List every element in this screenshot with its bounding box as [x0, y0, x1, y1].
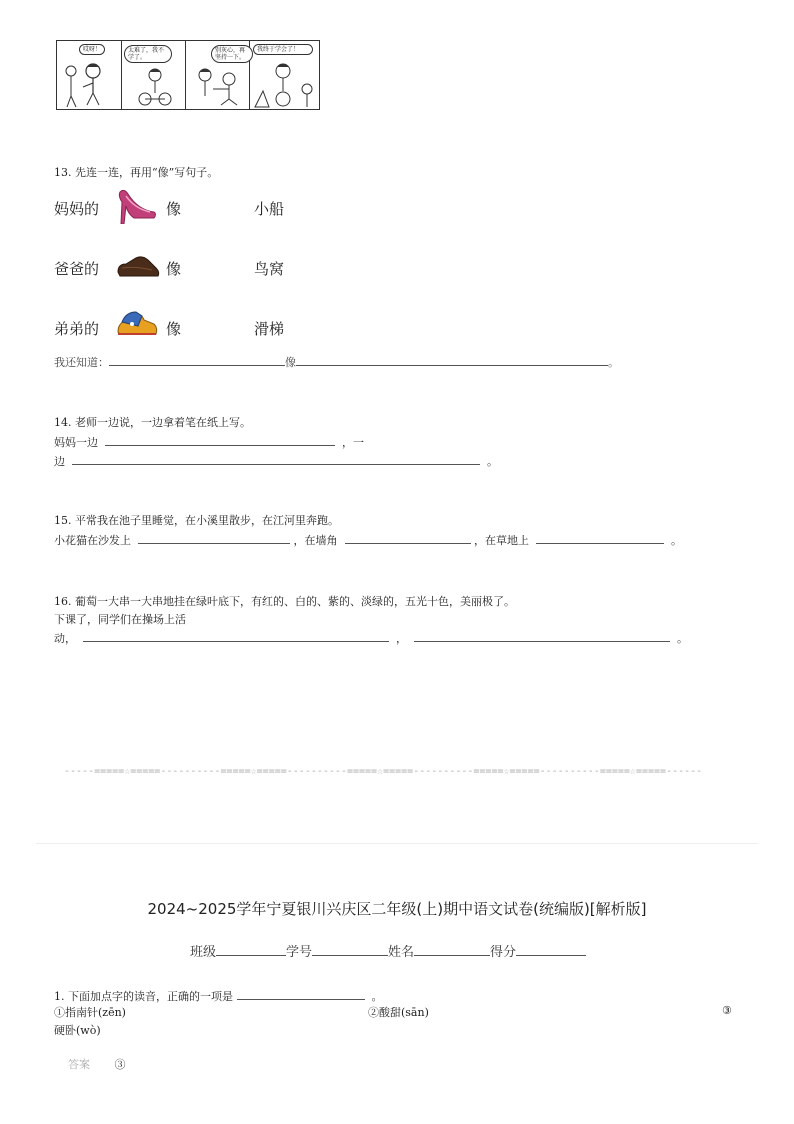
q13-row3-right[interactable]: 滑梯	[254, 320, 285, 338]
q16-line2	[54, 629, 688, 646]
answer-label: 答案	[68, 1058, 90, 1071]
q13-row2-mid: 像	[166, 260, 182, 278]
q15-blank-1[interactable]	[138, 531, 290, 544]
q13-row1-right[interactable]: 小船	[254, 200, 285, 218]
q14-blank-2[interactable]	[72, 452, 480, 465]
q15-seg2: ，在墙角	[293, 534, 338, 547]
exam-title: 2024~2025学年宁夏银川兴庆区二年级(上)期中语文试卷(统编版)[解析版]	[147, 900, 647, 918]
sneakers-icon	[116, 304, 160, 342]
student-info-line	[190, 941, 586, 960]
page-divider	[36, 843, 758, 844]
q14-prompt: 14. 老师一边说，一边拿着笔在纸上写。	[54, 416, 251, 429]
score-field[interactable]	[516, 945, 586, 956]
name-field[interactable]	[414, 945, 490, 956]
q15-seg1: 小花猫在沙发上	[54, 534, 131, 547]
leather-shoe-icon	[116, 252, 160, 280]
q13-row1-mid: 像	[166, 200, 182, 218]
q15-blank-2[interactable]	[345, 531, 471, 544]
high-heel-shoe-icon	[116, 186, 158, 224]
q16-line2-start: 动，	[54, 632, 76, 645]
q13-line-end: 。	[608, 356, 619, 369]
answer-value: ③	[114, 1058, 126, 1071]
q14-line1-start: 妈妈一边	[54, 436, 98, 449]
q14-line2-end: 。	[487, 455, 498, 468]
q16-line2-mid: ，	[396, 632, 407, 645]
q15-seg3: ，在草地上	[474, 534, 529, 547]
q1-option-2[interactable]: ②酸甜(sān)	[368, 1006, 429, 1019]
q13-row1-left[interactable]: 妈妈的	[54, 200, 100, 218]
q14-line2	[54, 452, 498, 469]
score-label: 得分	[490, 945, 517, 960]
q13-prompt: 13. 先连一连，再用“像”写句子。	[54, 166, 219, 179]
q13-row3-mid: 像	[166, 320, 182, 338]
comic-bubble-3: 别灰心，再坚持一下。	[211, 45, 253, 63]
q1-blank[interactable]	[237, 987, 365, 1000]
q1-prompt-line	[54, 987, 383, 1004]
q16-blank-1[interactable]	[83, 629, 389, 642]
comic-bubble-1: 哎呀！	[79, 44, 105, 55]
comic-strip	[56, 40, 320, 110]
q1-option-3-number[interactable]: ③	[722, 1004, 732, 1017]
q1-option-3[interactable]: 硬卧(wò)	[54, 1024, 101, 1037]
q15-end: 。	[671, 534, 682, 547]
q14-line1-end: ，一	[342, 436, 364, 449]
q13-line	[54, 353, 619, 370]
q16-line1: 下课了，同学们在操场上活	[54, 613, 186, 626]
class-field[interactable]	[216, 945, 286, 956]
q1-option-1[interactable]: ①指南针(zēn)	[54, 1006, 126, 1019]
q15-blank-3[interactable]	[536, 531, 664, 544]
comic-panel-1	[57, 41, 122, 109]
q1-answer	[68, 1056, 125, 1072]
q15-prompt: 15. 平常我在池子里睡觉，在小溪里散步，在江河里奔跑。	[54, 514, 339, 527]
comic-panel-4	[249, 41, 317, 109]
q13-row2-right[interactable]: 鸟窝	[254, 260, 285, 278]
q1-prompt: 1. 下面加点字的读音，正确的一项是	[54, 990, 233, 1003]
name-label: 姓名	[388, 945, 415, 960]
q1-end: 。	[371, 990, 383, 1003]
section-separator: -----=====☆=====----------=====☆=====----------=====☆=====----------=====☆=====----------=====☆=====------	[64, 766, 703, 777]
comic-panel-3	[185, 41, 250, 109]
q14-line2-start: 边	[54, 455, 65, 468]
q16-line2-end: 。	[677, 632, 688, 645]
number-label: 学号	[286, 945, 313, 960]
q13-blank-2[interactable]	[296, 353, 608, 366]
class-label: 班级	[190, 945, 217, 960]
number-field[interactable]	[312, 945, 388, 956]
q13-line-mid: 像	[285, 356, 296, 369]
comic-bubble-4: 我终于学会了！	[253, 44, 313, 55]
comic-panel-2	[121, 41, 186, 109]
q13-blank-1[interactable]	[109, 353, 285, 366]
q13-row2-left[interactable]: 爸爸的	[54, 260, 100, 278]
q15-line	[54, 531, 682, 548]
q16-blank-2[interactable]	[414, 629, 670, 642]
comic-bubble-2: 太难了，我不学了。	[124, 45, 172, 63]
q13-line-label: 我还知道：	[54, 356, 109, 369]
q13-row3-left[interactable]: 弟弟的	[54, 320, 100, 338]
q16-prompt: 16. 葡萄一大串一大串地挂在绿叶底下，有红的、白的、紫的、淡绿的，五光十色，美丽极了。	[54, 595, 515, 608]
q14-line1	[54, 433, 364, 450]
q14-blank-1[interactable]	[105, 433, 335, 446]
